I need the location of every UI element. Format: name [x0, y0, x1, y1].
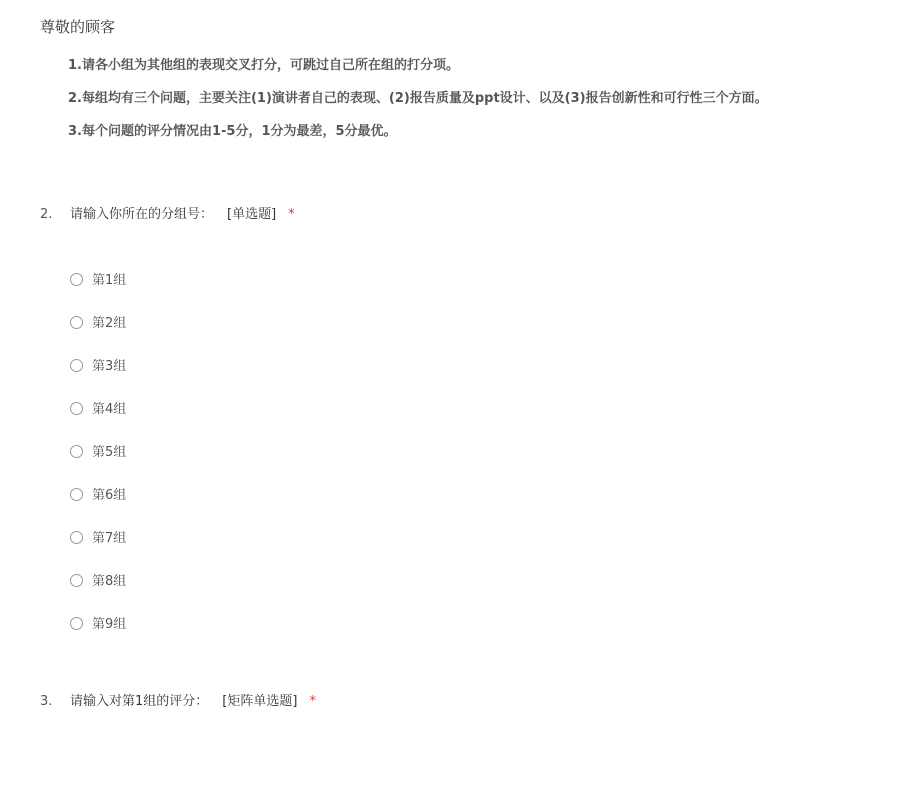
radio-option-group-6[interactable]	[70, 487, 126, 530]
question-type: [单选题]	[227, 207, 277, 222]
radio-button[interactable]	[70, 445, 83, 458]
radio-button[interactable]	[70, 402, 83, 415]
radio-button[interactable]	[70, 273, 83, 286]
question-number: 3.	[40, 694, 53, 709]
question-2-header	[40, 203, 295, 222]
question-2-options	[70, 272, 126, 659]
required-mark: *	[309, 694, 316, 709]
radio-option-group-9[interactable]	[70, 616, 126, 659]
option-label[interactable]: 第3组	[92, 359, 127, 374]
radio-option-group-2[interactable]	[70, 315, 126, 358]
question-3-header	[40, 690, 316, 709]
radio-option-group-3[interactable]	[70, 358, 126, 401]
option-label[interactable]: 第8组	[92, 574, 127, 589]
instruction-item: 1.请各小组为其他组的表现交叉打分，可跳过自己所在组的打分项。	[68, 58, 459, 73]
option-label[interactable]: 第5组	[92, 445, 127, 460]
option-label[interactable]: 第7组	[92, 531, 127, 546]
option-label[interactable]: 第6组	[92, 488, 127, 503]
radio-option-group-1[interactable]	[70, 272, 126, 315]
instructions-list	[68, 57, 768, 156]
radio-button[interactable]	[70, 316, 83, 329]
radio-option-group-5[interactable]	[70, 444, 126, 487]
required-mark: *	[288, 207, 295, 222]
question-title: 请输入你所在的分组号：	[70, 207, 214, 222]
option-label[interactable]: 第9组	[92, 617, 127, 632]
radio-button[interactable]	[70, 574, 83, 587]
option-label[interactable]: 第2组	[92, 316, 127, 331]
radio-option-group-7[interactable]	[70, 530, 126, 573]
instruction-item: 2.每组均有三个问题，主要关注(1)演讲者自己的表现、(2)报告质量及ppt设计、以及(3)报告创新性和可行性三个方面。	[68, 91, 768, 106]
radio-option-group-8[interactable]	[70, 573, 126, 616]
question-type: [矩阵单选题]	[222, 694, 298, 709]
radio-button[interactable]	[70, 359, 83, 372]
option-label[interactable]: 第4组	[92, 402, 127, 417]
radio-button[interactable]	[70, 617, 83, 630]
greeting-heading: 尊敬的顾客	[40, 18, 116, 36]
instruction-item: 3.每个问题的评分情况由1-5分，1分为最差，5分最优。	[68, 124, 397, 139]
option-label[interactable]: 第1组	[92, 273, 127, 288]
question-number: 2.	[40, 207, 53, 222]
radio-option-group-4[interactable]	[70, 401, 126, 444]
radio-button[interactable]	[70, 531, 83, 544]
radio-button[interactable]	[70, 488, 83, 501]
question-title: 请输入对第1组的评分：	[70, 694, 209, 709]
